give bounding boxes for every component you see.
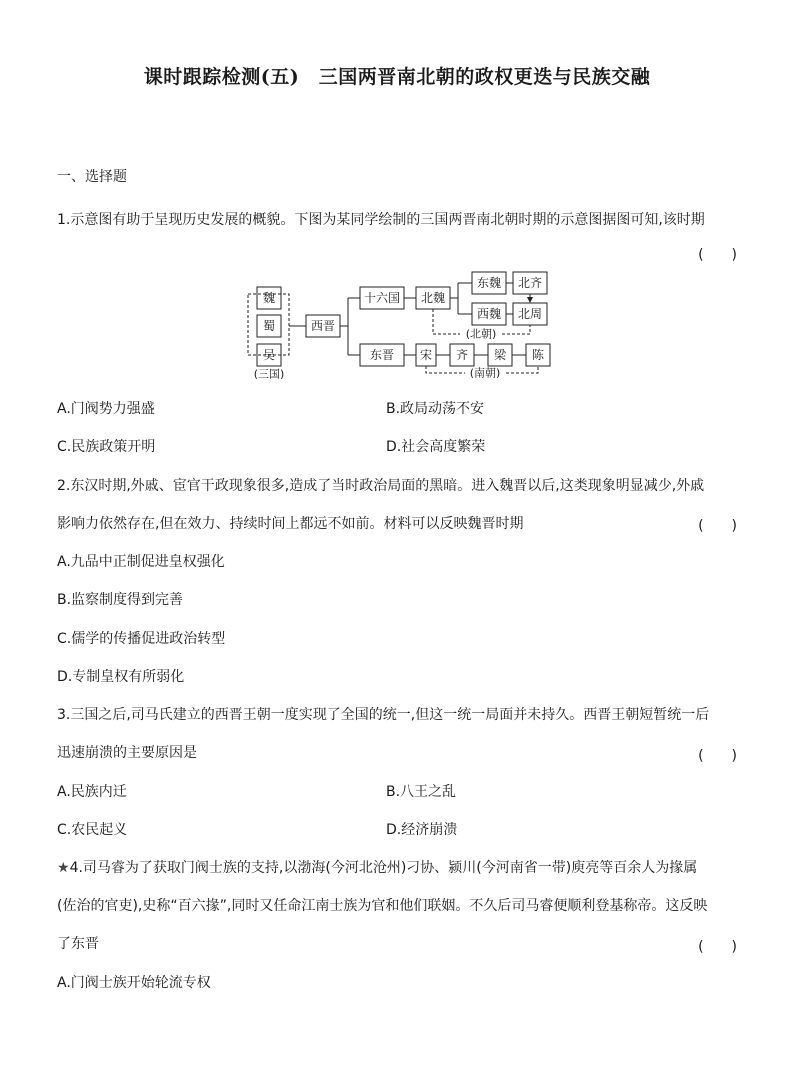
beiwei-label: 北魏 (420, 291, 446, 305)
beizhou-label: 北周 (517, 307, 543, 321)
sanguo-label: (三国) (253, 367, 285, 381)
beiqi-label: 北齐 (517, 276, 543, 290)
liang-label: 梁 (493, 348, 507, 362)
q4-stem-line3: 了东晋 (57, 936, 99, 952)
liang-box (488, 344, 512, 366)
q2-option-a: A.九品中正制促进皇权强化 (57, 554, 225, 570)
wu-label: 吴 (262, 348, 276, 362)
xiwei-label: 西魏 (476, 307, 502, 321)
dongjin-box (360, 344, 404, 366)
xijin-label: 西晋 (310, 319, 336, 333)
dongwei-label: 东魏 (476, 276, 502, 290)
q3-stem-line2: 迅速崩溃的主要原因是 (57, 745, 197, 761)
q2-stem-line2: 影响力依然存在,但在效力、持续时间上都远不如前。材料可以反映魏晋时期 (57, 516, 524, 532)
shu-box (257, 315, 281, 337)
sanguo-dashed-bracket (248, 294, 289, 355)
wei-label: 魏 (262, 291, 276, 305)
chen-label: 陈 (531, 348, 545, 362)
wu-box (257, 344, 281, 366)
q2-stem-line1: 2.东汉时期,外戚、宦官干政现象很多,造成了当时政治局面的黑暗。进入魏晋以后,这类现象明显减少,外戚 (57, 478, 705, 494)
chen-box (526, 344, 550, 366)
q1-option-c: C.民族政策开明 (57, 439, 156, 455)
q3-option-d: D.经济崩溃 (386, 822, 458, 838)
star-icon: ★ (57, 860, 70, 876)
song-box (416, 344, 436, 366)
q3-option-c: C.农民起义 (57, 822, 128, 838)
beizhou-box (513, 303, 547, 325)
q3-option-b: B.八王之乱 (386, 784, 457, 800)
q4-stem-text: 4.司马睿为了获取门阀士族的支持,以渤海(今河北沧州)刁协、颍川(今河南省一带)庾亮等百余人为掾属 (69, 860, 698, 876)
q1-stem-line1: 1.示意图有助于呈现历史发展的概貌。下图为某同学绘制的三国两晋南北朝时期的示意图据图可知,该时期 (57, 212, 705, 228)
qi-label: 齐 (455, 348, 469, 362)
q3-stem-line1: 3.三国之后,司马氏建立的西晋王朝一度实现了全国的统一,但这一统一局面并未持久。西晋王朝短暂统一后 (57, 707, 710, 723)
q1-option-a: A.门阀势力强盛 (57, 401, 155, 417)
beiwei-box (416, 287, 450, 309)
shiliuguo-box (360, 287, 404, 309)
shu-label: 蜀 (262, 319, 276, 333)
section-heading: 一、选择题 (57, 169, 127, 185)
dongjin-label: 东晋 (369, 348, 395, 362)
q2-option-c: C.儒学的传播促进政治转型 (57, 631, 226, 647)
q3-answer-paren: ( ) (698, 748, 737, 764)
dongwei-box (472, 272, 506, 294)
beichao-label: (北朝) (465, 327, 497, 341)
q4-option-a: A.门阀士族开始轮流专权 (57, 975, 211, 991)
q1-option-d: D.社会高度繁荣 (386, 439, 486, 455)
song-label: 宋 (419, 348, 433, 362)
q3-option-a: A.民族内迁 (57, 784, 127, 800)
q2-option-b: B.监察制度得到完善 (57, 592, 184, 608)
q4-stem-line2: (佐治的官吏),史称“百六掾”,同时又任命江南士族为官和他们联姻。不久后司马睿便顺利登基称帝。这反映 (57, 898, 708, 914)
qi-box (450, 344, 474, 366)
xijin-box (306, 315, 340, 337)
wei-box (257, 287, 281, 309)
q2-answer-paren: ( ) (698, 518, 737, 534)
q4-answer-paren: ( ) (698, 939, 737, 955)
page-title: 课时跟踪检测(五) 三国两晋南北朝的政权更迭与民族交融 (143, 66, 651, 88)
shiliuguo-label: 十六国 (363, 291, 401, 305)
nanchao-label: (南朝) (469, 366, 501, 380)
q1-answer-paren: ( ) (698, 247, 737, 263)
q2-option-d: D.专制皇权有所弱化 (57, 669, 185, 685)
q4-stem-line1 (57, 857, 697, 877)
q1-option-b: B.政局动荡不安 (386, 401, 485, 417)
beiqi-box (513, 272, 547, 294)
xiwei-box (472, 303, 506, 325)
